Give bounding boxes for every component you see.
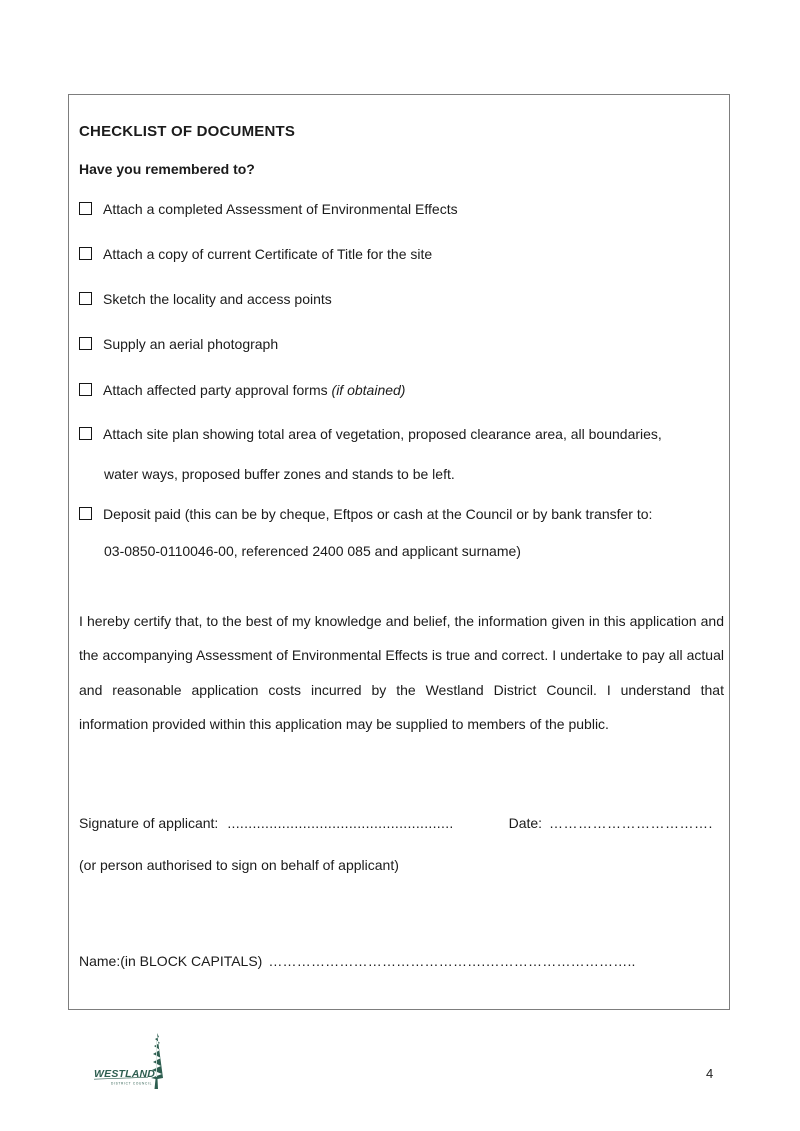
page-title: CHECKLIST OF DOCUMENTS	[79, 123, 296, 140]
checklist-item	[79, 201, 721, 218]
checklist-item	[79, 506, 721, 523]
signature-note: (or person authorised to sign on behalf of applicant)	[79, 857, 399, 873]
checkbox[interactable]	[79, 383, 92, 396]
checkbox[interactable]	[79, 247, 92, 260]
checklist-item-label: Attach site plan showing total area of vegetation, proposed clearance area, all boundaries,	[103, 426, 662, 442]
checklist-item-text: Attach affected party approval forms	[103, 382, 332, 398]
checklist-subtitle: Have you remembered to?	[79, 161, 255, 177]
checkbox[interactable]	[79, 337, 92, 350]
checklist-item	[79, 336, 721, 353]
logo-wordmark: WESTLAND	[94, 1068, 156, 1080]
checkbox[interactable]	[79, 202, 92, 215]
checkbox[interactable]	[79, 507, 92, 520]
name-line: ……………………………………….…………………………..	[268, 953, 636, 969]
checklist-box	[68, 94, 730, 1010]
checklist-item-continuation: water ways, proposed buffer zones and stands to be left.	[104, 466, 455, 482]
name-label: Name:(in BLOCK CAPITALS)	[79, 953, 263, 969]
signature-label: Signature of applicant:	[79, 815, 219, 831]
checklist-item-continuation: 03-0850-0110046-00, referenced 2400 085 and applicant surname)	[104, 543, 521, 559]
checklist-item	[79, 426, 721, 443]
date-line: …………………………….	[549, 815, 713, 831]
checklist-item-label: Deposit paid (this can be by cheque, Eftpos or cash at the Council or by bank transfer to:	[103, 506, 653, 522]
westland-logo	[94, 1033, 174, 1095]
date-label: Date:	[508, 815, 543, 831]
checklist-item-label: Sketch the locality and access points	[103, 291, 332, 307]
checklist-item-label: Attach a copy of current Certificate of Title for the site	[103, 246, 433, 262]
signature-row	[79, 815, 713, 831]
checklist-item-label	[103, 382, 405, 399]
logo-subtext: DISTRICT COUNCIL	[111, 1081, 153, 1086]
checklist-item-label: Attach a completed Assessment of Environmental Effects	[103, 201, 458, 217]
name-row	[79, 953, 636, 969]
checklist-item	[79, 382, 721, 399]
declaration-text: I hereby certify that, to the best of my knowledge and belief, the information given in this application and the accompanying Assessment of Environmental Effects is true and correct. I undertake to pay all actual and reasonable application costs incurred by the Westland District Council. I understand that information provided within this application may be supplied to members of the public.	[79, 613, 724, 733]
checkbox[interactable]	[79, 292, 92, 305]
checklist-item-italic-note: (if obtained)	[331, 382, 406, 398]
checklist-item-label: Supply an aerial photograph	[103, 336, 279, 352]
checklist-item	[79, 246, 721, 263]
tree-icon	[151, 1033, 163, 1089]
checkbox[interactable]	[79, 427, 92, 440]
checklist-item	[79, 291, 721, 308]
page-number: 4	[706, 1066, 714, 1081]
signature-line: ......................................................	[227, 815, 454, 831]
